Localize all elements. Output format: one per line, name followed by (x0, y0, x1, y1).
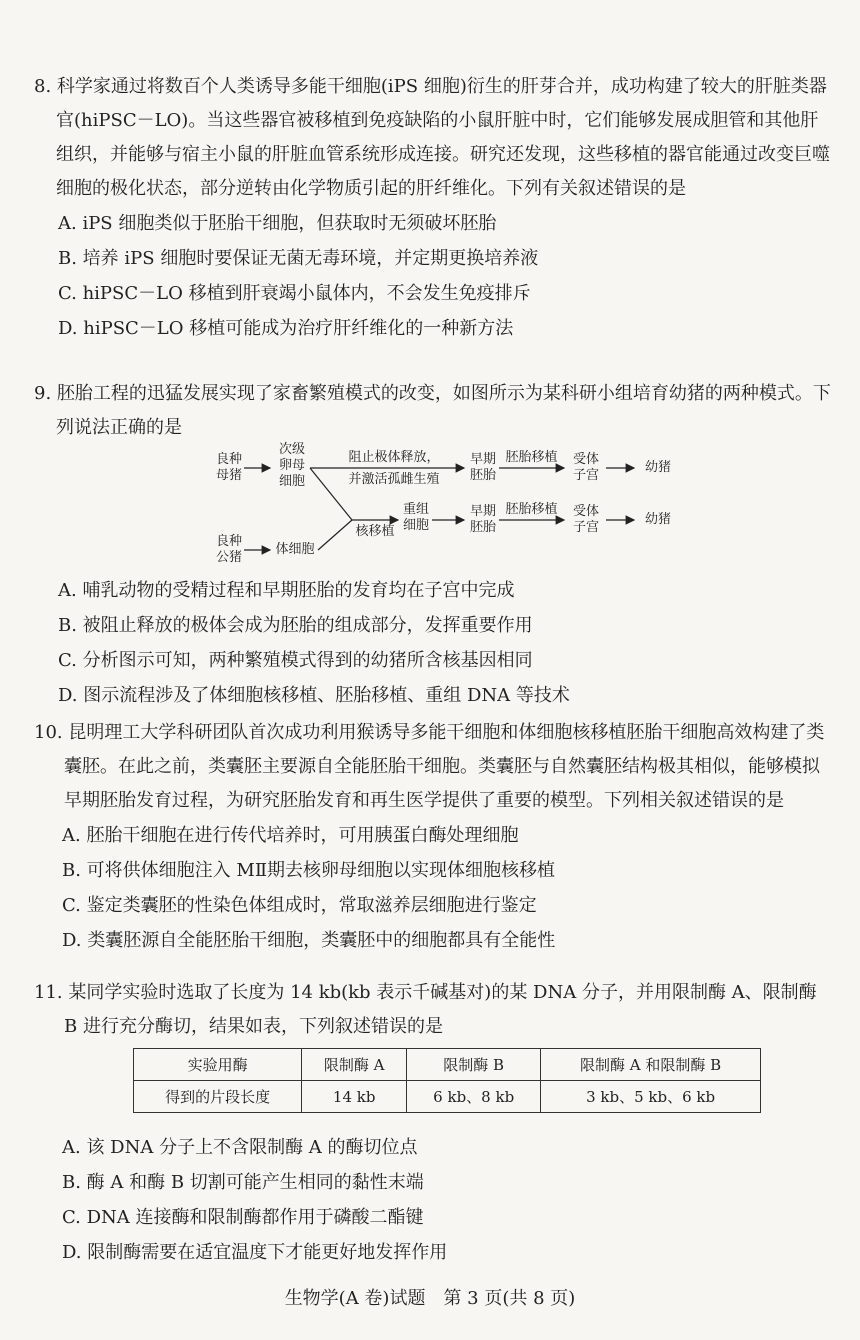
question-10-option-a: A. 胚胎干细胞在进行传代培养时，可用胰蛋白酶处理细胞 (62, 825, 519, 846)
question-8-option-b: B. 培养 iPS 细胞时要保证无菌无毒环境，并定期更换培养液 (58, 248, 539, 269)
question-8-option-a: A. iPS 细胞类似于胚胎干细胞，但获取时无须破坏胚胎 (58, 213, 497, 234)
question-8-option-c: C. hiPSC－LO 移植到肝衰竭小鼠体内，不会发生免疫排斥 (58, 283, 531, 304)
question-9-option-a: A. 哺乳动物的受精过程和早期胚胎的发育均在子宫中完成 (58, 580, 515, 601)
question-11-option-b: B. 酶 A 和酶 B 切割可能产生相同的黏性末端 (62, 1172, 424, 1193)
table-cell: 6 kb、8 kb (407, 1081, 541, 1113)
table-header-row (134, 1049, 761, 1081)
question-10-option-d: D. 类囊胚源自全能胚胎干细胞，类囊胚中的细胞都具有全能性 (62, 930, 556, 951)
label-nuclear-transfer: 核移植 (355, 524, 395, 539)
table-cell: 14 kb (302, 1081, 407, 1113)
question-9-stem: 9. 胚胎工程的迅猛发展实现了家畜繁殖模式的改变，如图所示为某科研小组培育幼猪的两种模式。下列说法正确的是 (34, 383, 831, 438)
node-sow: 良种 母猪 (215, 452, 242, 483)
question-8-stem: 8. 科学家通过将数百个人类诱导多能干细胞(iPS 细胞)衍生的肝芽合并，成功构建了较大的肝脏类器官(hiPSC－LO)。当这些器官被移植到免疫缺陷的小鼠肝脏中时，它们能够发展成胆管和其他肝组织，并能够与宿主小鼠的肝脏血管系统形成连接。研究还发现，这些移植的器官能通过改变巨噬细胞的极化状态，部分逆转由化学物质引起的肝纤维化。下列有关叙述错误的是 (34, 76, 830, 199)
question-11-option-c: C. DNA 连接酶和限制酶都作用于磷酸二酯键 (62, 1207, 424, 1228)
page-footer: 生物学(A 卷)试题 第 3 页(共 8 页) (284, 1288, 576, 1309)
question-11-option-a: A. 该 DNA 分子上不含限制酶 A 的酶切位点 (62, 1137, 418, 1158)
question-9-option-d: D. 图示流程涉及了体细胞核移植、胚胎移植、重组 DNA 等技术 (58, 685, 570, 706)
table-header-cell: 实验用酶 (134, 1049, 302, 1081)
node-piglet-1: 幼猪 (644, 460, 671, 475)
question-8 (34, 70, 834, 346)
breeding-flow-diagram (214, 440, 694, 570)
node-reconstructed-cell: 重组 细胞 (402, 502, 429, 533)
table-header-cell: 限制酶 B (407, 1049, 541, 1081)
node-boar: 良种 公猪 (215, 534, 242, 565)
table-row (134, 1081, 761, 1113)
table-header-cell: 限制酶 A 和限制酶 B (541, 1049, 761, 1081)
question-8-option-d: D. hiPSC－LO 移植可能成为治疗肝纤维化的一种新方法 (58, 318, 514, 339)
question-11-stem: 11. 某同学实验时选取了长度为 14 kb(kb 表示千碱基对)的某 DNA 分子，并用限制酶 A、限制酶 B 进行充分酶切，结果如表，下列叙述错误的是 (34, 982, 817, 1037)
node-recipient-uterus-1: 受体 子宫 (572, 452, 599, 483)
table-cell: 得到的片段长度 (134, 1081, 302, 1113)
question-11-option-d: D. 限制酶需要在适宜温度下才能更好地发挥作用 (62, 1242, 448, 1263)
table-header-cell: 限制酶 A (302, 1049, 407, 1081)
label-embryo-transfer-1: 胚胎移植 (505, 450, 558, 465)
digestion-results-table (133, 1048, 761, 1113)
question-10-stem: 10. 昆明理工大学科研团队首次成功利用猴诱导多能干细胞和体细胞核移植胚胎干细胞高效构建了类囊胚。在此之前，类囊胚主要源自全能胚胎干细胞。类囊胚与自然囊胚结构极其相似，能够模拟早期胚胎发育过程，为研究胚胎发育和再生医学提供了重要的模型。下列相关叙述错误的是 (34, 722, 825, 811)
node-recipient-uterus-2: 受体 子宫 (572, 504, 599, 535)
node-piglet-2: 幼猪 (644, 512, 671, 527)
question-11 (34, 976, 834, 1270)
question-9-option-b: B. 被阻止释放的极体会成为胚胎的组成部分，发挥重要作用 (58, 615, 533, 636)
node-oocyte: 次级 卵母 细胞 (278, 442, 305, 489)
label-embryo-transfer-2: 胚胎移植 (505, 502, 558, 517)
question-10-option-b: B. 可将供体细胞注入 MⅡ期去核卵母细胞以实现体细胞核移植 (62, 860, 556, 881)
question-10 (34, 716, 834, 958)
question-10-option-c: C. 鉴定类囊胚的性染色体组成时，常取滋养层细胞进行鉴定 (62, 895, 537, 916)
label-parthenogenesis: 并激活孤雌生殖 (348, 472, 440, 487)
node-early-embryo-1: 早期 胚胎 (469, 452, 496, 483)
question-9-option-c: C. 分析图示可知，两种繁殖模式得到的幼猪所含核基因相同 (58, 650, 533, 671)
table-cell: 3 kb、5 kb、6 kb (541, 1081, 761, 1113)
node-somatic-cell: 体细胞 (275, 542, 315, 557)
label-block-polar-body: 阻止极体释放， (348, 450, 440, 465)
node-early-embryo-2: 早期 胚胎 (469, 504, 496, 535)
